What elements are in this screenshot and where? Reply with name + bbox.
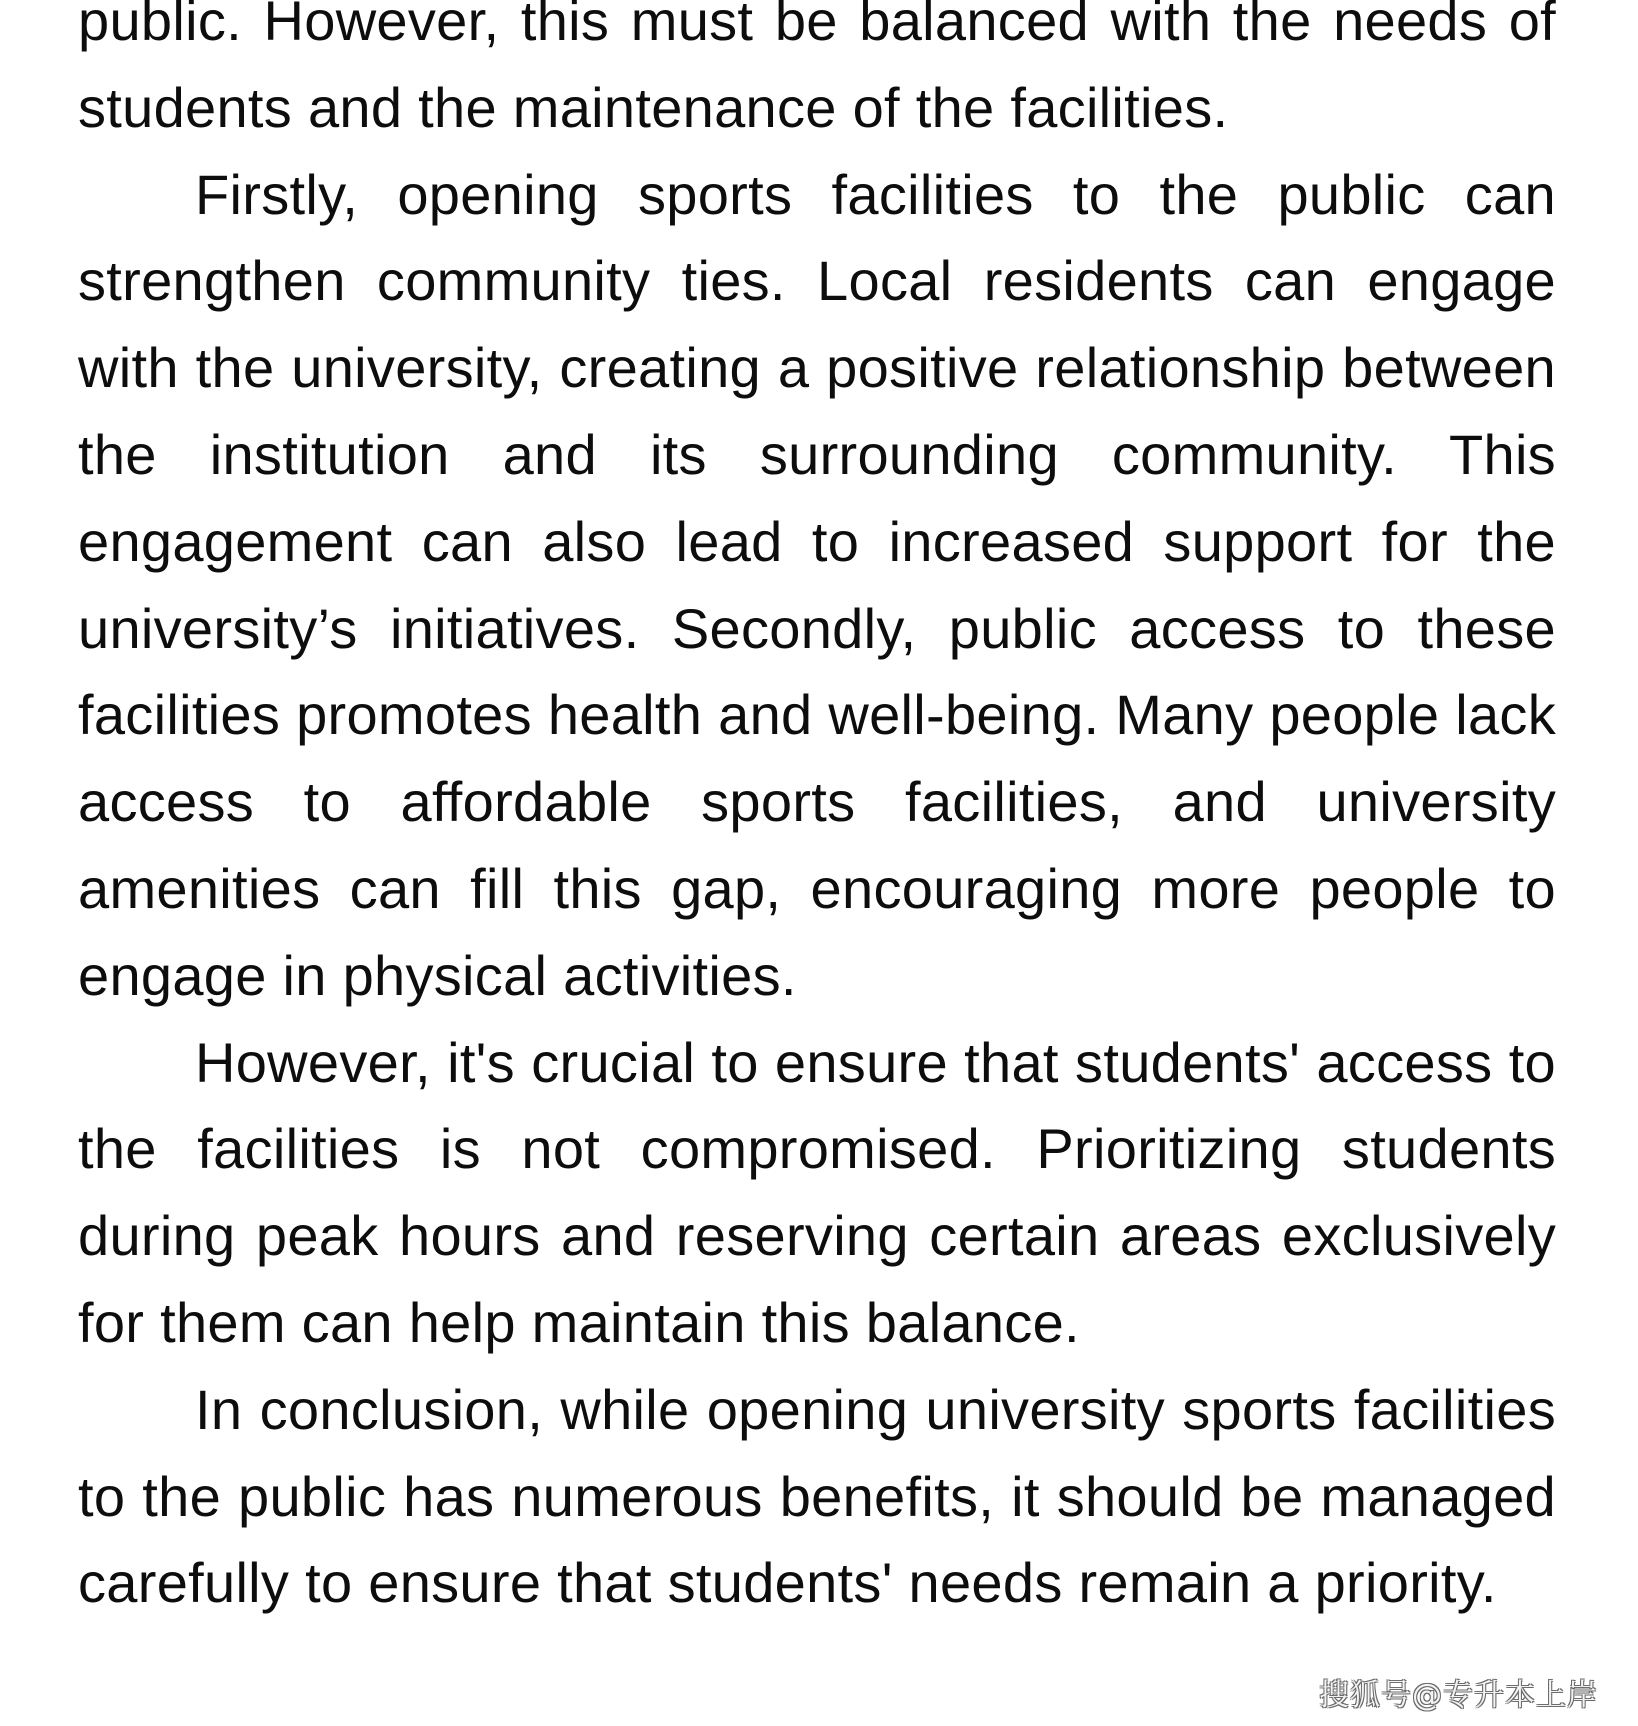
paragraph-student-access: However, it's crucial to ensure that students' access to the facilities is not compromised. Prioritizing students during peak hours and reserving certain areas exclusively for them can help maintain this balance. <box>78 1030 1556 1354</box>
essay-page <box>78 0 1556 1627</box>
source-watermark: 搜狐号@专升本上岸 <box>1319 1678 1598 1713</box>
paragraph-conclusion: In conclusion, while opening university sports facilities to the public has numerous benefits, it should be managed carefully to ensure that students' needs remain a priority. <box>78 1377 1556 1615</box>
paragraph-benefits: Firstly, opening sports facilities to the public can strengthen community ties. Local residents can engage with the university, creating a positive relationship between the institution and its surrounding community. This engagement can also lead to increased support for the university’s initiatives. Secondly, public access to these facilities promotes health and well-being. Many people lack access to affordable sports facilities, and university amenities can fill this gap, encouraging more people to engage in physical activities. <box>78 162 1556 1007</box>
paragraph-continuation: public. However, this must be balanced with the needs of students and the maintenance of the facilities. <box>78 0 1556 139</box>
